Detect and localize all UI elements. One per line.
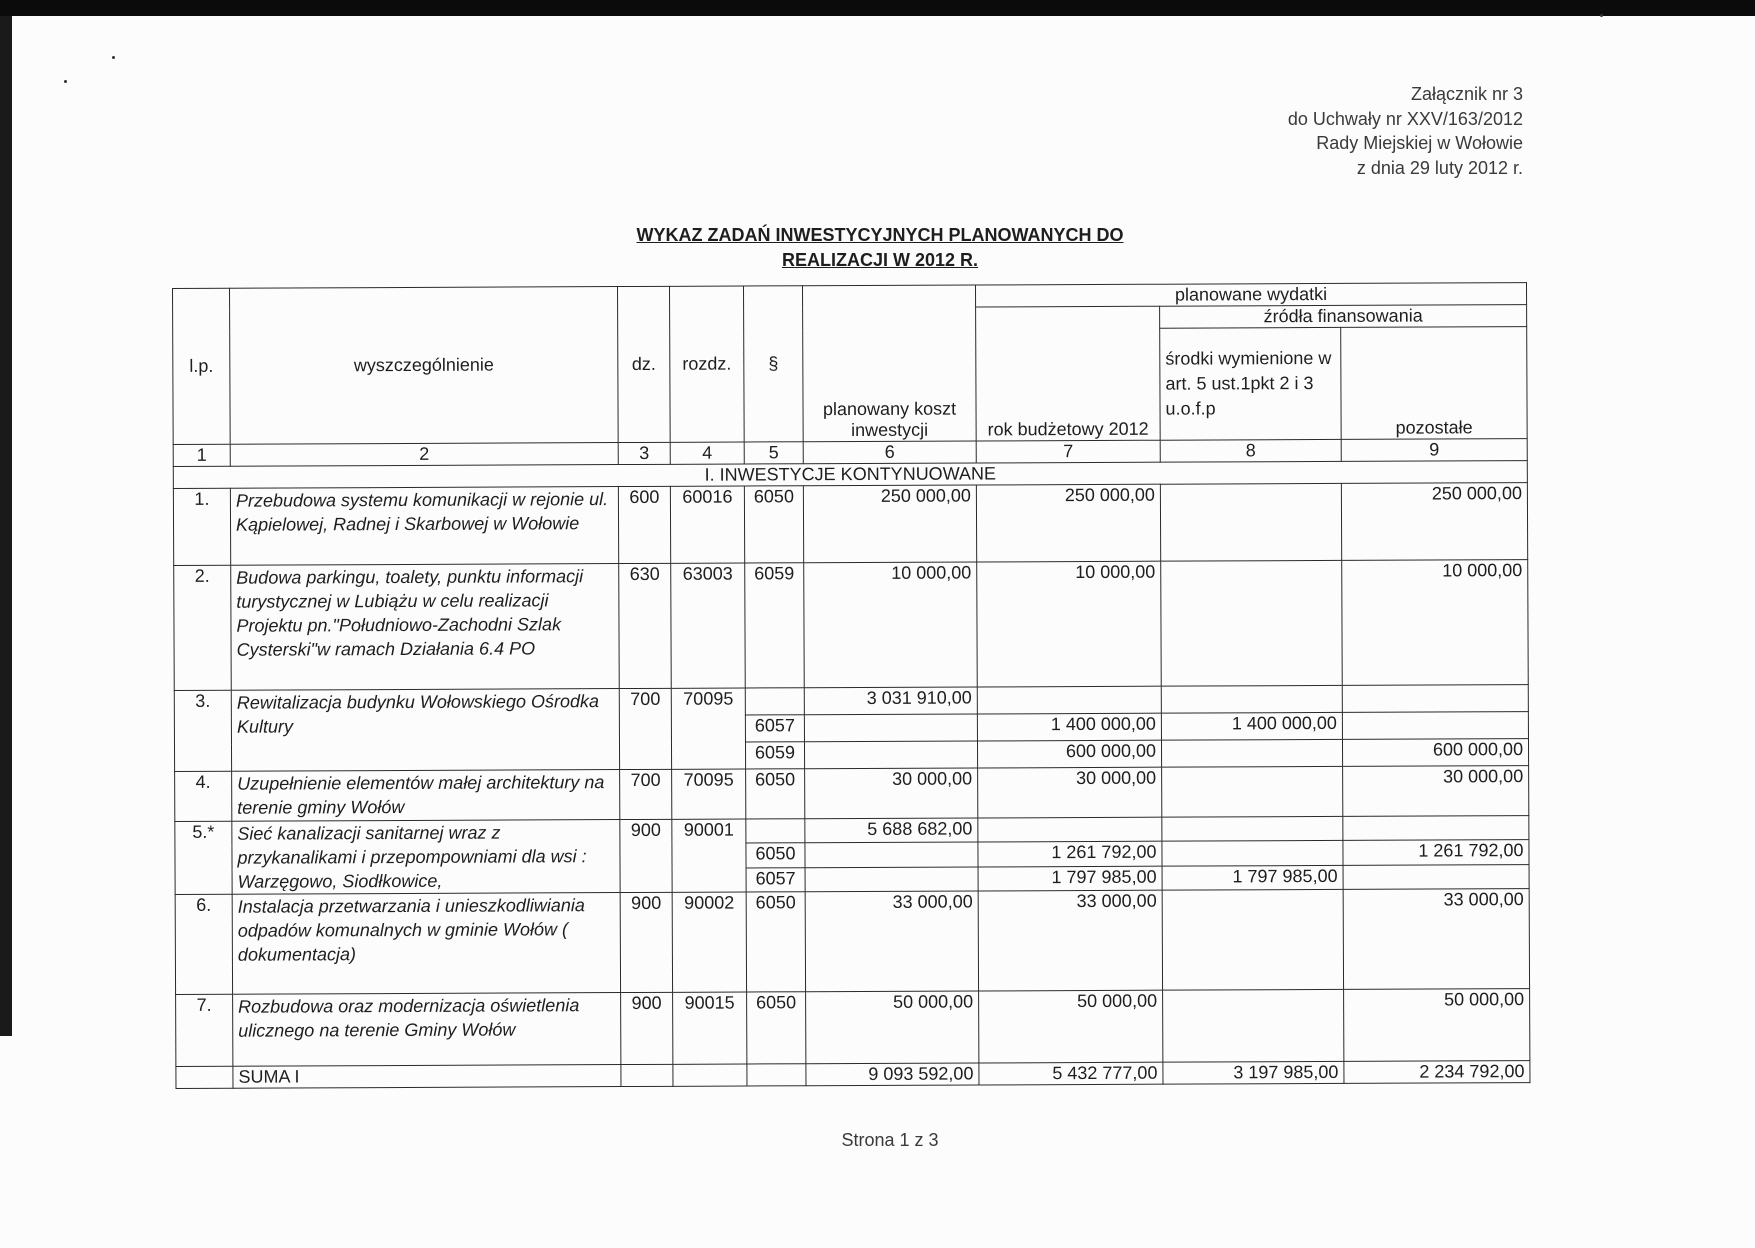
row-description: Sieć kanalizacji sanitarnej wraz z przykanalikami i przepompowniami dla wsi : Warzęgowo, Siodłkowice, bbox=[232, 820, 620, 895]
attachment-note bbox=[1288, 82, 1523, 180]
row-lp: 4. bbox=[175, 771, 232, 821]
row-cost bbox=[805, 842, 978, 867]
row-art-funds bbox=[1162, 889, 1343, 990]
row-budget-year: 1 797 985,00 bbox=[978, 866, 1162, 891]
row-budget-year: 30 000,00 bbox=[978, 767, 1162, 818]
title-line: WYKAZ ZADAŃ INWESTYCYJNYCH PLANOWANYCH DO bbox=[636, 225, 1124, 245]
row-dz: 700 bbox=[619, 688, 671, 769]
row-art-funds bbox=[1161, 685, 1342, 713]
attachment-line: do Uchwały nr XXV/163/2012 bbox=[1287, 108, 1523, 129]
scan-speck bbox=[1600, 14, 1603, 17]
row-art-funds bbox=[1162, 841, 1343, 866]
investment-table bbox=[172, 282, 1531, 1089]
row-rozdz: 90002 bbox=[672, 892, 746, 992]
row-description: Budowa parkingu, toalety, punktu informacji turystycznej w Lubiążu w celu realizacji Projektu pn."Południowo-Zachodni Szlak Cysterski"w ramach Działania 6.4 PO bbox=[231, 564, 620, 691]
table-row bbox=[175, 889, 1529, 995]
row-cost: 30 000,00 bbox=[805, 768, 978, 819]
table-row bbox=[176, 989, 1530, 1067]
row-cost bbox=[804, 741, 977, 769]
row-paragraph: 6050 bbox=[746, 843, 805, 868]
row-dz: 700 bbox=[620, 769, 672, 819]
row-cost: 250 000,00 bbox=[803, 485, 976, 563]
row-other-funds: 1 261 792,00 bbox=[1343, 840, 1529, 865]
row-other-funds: 250 000,00 bbox=[1341, 483, 1527, 561]
row-rozdz: 70095 bbox=[672, 769, 746, 819]
row-dz: 900 bbox=[621, 992, 673, 1064]
row-art-funds: 1 400 000,00 bbox=[1161, 712, 1342, 740]
row-paragraph: 6057 bbox=[746, 867, 805, 892]
row-paragraph: 6050 bbox=[744, 486, 803, 563]
row-other-funds bbox=[1342, 712, 1528, 740]
row-budget-year: 250 000,00 bbox=[976, 484, 1160, 562]
row-paragraph: 6050 bbox=[746, 892, 805, 992]
sum-paragraph bbox=[747, 1064, 806, 1086]
scan-speck bbox=[112, 56, 115, 59]
sum-dz bbox=[621, 1064, 673, 1086]
row-rozdz: 60016 bbox=[670, 486, 744, 563]
sum-rozdz bbox=[673, 1064, 747, 1086]
row-lp: 3. bbox=[174, 690, 231, 771]
row-lp: 2. bbox=[174, 565, 232, 690]
row-paragraph: 6057 bbox=[745, 715, 804, 742]
row-budget-year: 1 261 792,00 bbox=[978, 842, 1162, 867]
attachment-line: Załącznik nr 3 bbox=[1410, 84, 1523, 104]
row-paragraph: 6050 bbox=[746, 769, 805, 819]
row-budget-year: 600 000,00 bbox=[977, 740, 1161, 768]
row-other-funds: 10 000,00 bbox=[1342, 560, 1529, 686]
row-description: Rewitalizacja budynku Wołowskiego Ośrodka Kultury bbox=[231, 689, 619, 772]
row-other-funds: 30 000,00 bbox=[1343, 766, 1529, 817]
row-other-funds: 600 000,00 bbox=[1342, 739, 1528, 767]
attachment-line: Rady Miejskiej w Wołowie bbox=[1316, 133, 1523, 153]
column-number: 9 bbox=[1341, 439, 1527, 462]
header-other-funds: pozostałe bbox=[1341, 327, 1528, 440]
sum-row bbox=[176, 1061, 1530, 1089]
column-number: 1 bbox=[173, 444, 230, 466]
row-description: Instalacja przetwarzania i unieszkodliwiania odpadów komunalnych w gminie Wołów ( dokumentacja) bbox=[232, 893, 620, 995]
scan-border-left bbox=[0, 16, 12, 1036]
row-lp: 6. bbox=[175, 894, 232, 994]
row-art-funds bbox=[1161, 739, 1342, 767]
page-number: Strona 1 z 3 bbox=[841, 1130, 939, 1150]
section-title: I. INWESTYCJE KONTYNUOWANE bbox=[173, 461, 1527, 489]
scan-border-top bbox=[0, 0, 1755, 16]
row-budget-year: 33 000,00 bbox=[978, 890, 1162, 991]
row-dz: 630 bbox=[619, 563, 672, 688]
row-cost: 33 000,00 bbox=[805, 891, 978, 992]
row-paragraph: 6059 bbox=[745, 742, 804, 769]
row-paragraph bbox=[745, 688, 804, 715]
row-cost: 50 000,00 bbox=[806, 991, 979, 1064]
header-art-funds: środki wymienione w art. 5 ust.1pkt 2 i 3 u.o.f.p bbox=[1160, 327, 1341, 440]
header-dz: dz. bbox=[617, 286, 670, 442]
column-number: 8 bbox=[1160, 439, 1341, 462]
row-dz: 900 bbox=[620, 819, 672, 892]
row-lp: 7. bbox=[176, 994, 233, 1066]
row-rozdz: 70095 bbox=[671, 688, 745, 769]
sum-cost: 9 093 592,00 bbox=[806, 1063, 979, 1086]
column-number: 6 bbox=[803, 441, 976, 464]
title-line: REALIZACJI W 2012 R. bbox=[781, 250, 979, 270]
investment-table-wrapper bbox=[172, 282, 1531, 1089]
column-number: 4 bbox=[670, 442, 744, 464]
row-art-funds bbox=[1162, 766, 1343, 817]
row-description: Uzupełnienie elementów małej architektury na terenie gminy Wołów bbox=[232, 770, 620, 822]
row-other-funds bbox=[1343, 816, 1529, 841]
row-dz: 600 bbox=[618, 486, 670, 563]
row-description: Przebudowa systemu komunikacji w rejonie ul. Kąpielowej, Radnej i Skarbowej w Wołowie bbox=[230, 487, 618, 566]
sum-other-funds: 2 234 792,00 bbox=[1344, 1061, 1530, 1084]
row-paragraph: 6059 bbox=[745, 563, 805, 688]
row-budget-year: 10 000,00 bbox=[977, 561, 1162, 687]
column-number: 5 bbox=[744, 442, 803, 464]
header-rozdz: rozdz. bbox=[669, 286, 744, 442]
column-number: 3 bbox=[618, 442, 670, 464]
row-lp: 5.* bbox=[175, 821, 232, 894]
row-cost bbox=[805, 867, 978, 892]
sum-label: SUMA I bbox=[233, 1065, 621, 1089]
attachment-line: z dnia 29 luty 2012 r. bbox=[1356, 157, 1523, 178]
header-planned-expenses: planowane wydatki bbox=[975, 283, 1526, 307]
row-rozdz: 90015 bbox=[673, 992, 747, 1064]
row-other-funds: 50 000,00 bbox=[1344, 989, 1530, 1062]
row-paragraph: 6050 bbox=[747, 992, 806, 1064]
row-art-funds bbox=[1163, 989, 1344, 1062]
row-description: Rozbudowa oraz modernizacja oświetlenia ulicznego na terenie Gminy Wołów bbox=[233, 993, 621, 1067]
row-rozdz: 63003 bbox=[671, 563, 746, 688]
document-title bbox=[570, 223, 1190, 273]
row-other-funds bbox=[1343, 864, 1529, 889]
row-cost bbox=[804, 714, 977, 742]
row-art-funds bbox=[1161, 560, 1343, 686]
header-planned-cost: planowany koszt inwestycji bbox=[802, 285, 976, 442]
sum-budget-year: 5 432 777,00 bbox=[979, 1062, 1163, 1085]
header-lp: l.p. bbox=[173, 288, 231, 444]
row-paragraph bbox=[746, 819, 805, 844]
sum-lp bbox=[176, 1066, 233, 1088]
row-art-funds: 1 797 985,00 bbox=[1162, 865, 1343, 890]
header-description: wyszczególnienie bbox=[230, 287, 619, 445]
header-budget-year: rok budżetowy 2012 bbox=[976, 306, 1161, 441]
table-row bbox=[173, 483, 1527, 566]
row-budget-year: 50 000,00 bbox=[979, 990, 1163, 1063]
row-cost: 5 688 682,00 bbox=[805, 818, 978, 843]
header-funding-sources: źródła finansowania bbox=[1160, 305, 1527, 329]
row-budget-year bbox=[977, 686, 1161, 714]
row-other-funds bbox=[1342, 685, 1528, 713]
table-row bbox=[174, 560, 1529, 691]
row-art-funds bbox=[1162, 816, 1343, 841]
row-other-funds: 33 000,00 bbox=[1343, 889, 1529, 990]
sum-art-funds: 3 197 985,00 bbox=[1163, 1061, 1344, 1084]
row-cost: 3 031 910,00 bbox=[804, 687, 977, 715]
row-dz: 900 bbox=[620, 892, 672, 992]
row-art-funds bbox=[1160, 483, 1341, 561]
row-budget-year bbox=[978, 817, 1162, 842]
column-number: 7 bbox=[976, 440, 1160, 463]
header-paragraph: § bbox=[743, 286, 803, 442]
row-lp: 1. bbox=[173, 488, 230, 565]
scan-speck bbox=[64, 80, 67, 83]
row-rozdz: 90001 bbox=[672, 819, 746, 892]
row-cost: 10 000,00 bbox=[804, 562, 978, 688]
row-budget-year: 1 400 000,00 bbox=[977, 713, 1161, 741]
column-number: 2 bbox=[230, 443, 618, 467]
table-row bbox=[175, 766, 1529, 822]
